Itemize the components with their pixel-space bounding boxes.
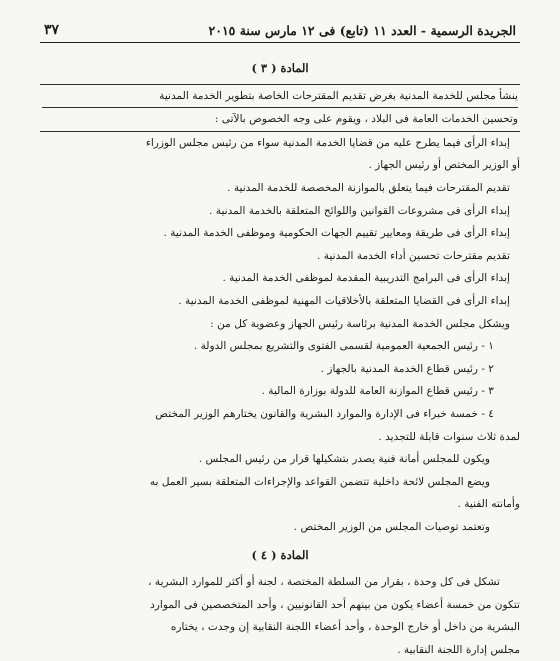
article-4-line: البشرية من داخل أو خارج الوحدة ، وأحد أعضاء اللجنة النقابية إن وجدت ، يختاره	[170, 621, 520, 634]
closing-line-cont: وأمانته الفنية .	[457, 498, 520, 511]
member-item: ١ - رئيس الجمعية العمومية لقسمى الفتوى والتشريع بمجلس الدولة .	[193, 340, 494, 353]
journal-title: الجريدة الرسمية - العدد ١١ (تابع) فى ١٢ مارس سنة ٢٠١٥	[208, 23, 516, 38]
duty-item: إبداء الرأى فى البرامج التدريبية المقدمة لموظفى الخدمة المدنية .	[222, 272, 510, 285]
duty-item: إبداء الرأى فى طريقة ومعايير تقييم الجهات الحكومية وموظفى الخدمة المدنية .	[163, 227, 510, 240]
duty-item: إبداء الرأى فيما يطرح عليه من قضايا الخدمة المدنية سواء من رئيس مجلس الوزراء	[145, 136, 510, 149]
duty-item-cont: أو الوزير المختص أو رئيس الجهاز .	[368, 159, 520, 172]
closing-line: ويضع المجلس لائحة داخلية تتضمن القواعد والإجراءات المتعلقة بسير العمل به	[149, 475, 490, 488]
member-item: ٢ - رئيس قطاع الخدمة المدنية بالجهاز .	[320, 362, 494, 375]
document-body	[40, 57, 520, 661]
council-formation: ويشكل مجلس الخدمة المدنية برئاسة رئيس الجهاز وعضوية كل من :	[210, 317, 510, 330]
closing-line: وتعتمد توصيات المجلس من الوزير المختص .	[293, 520, 490, 533]
article-4-line: تشكل فى كل وحدة ، بقرار من السلطة المختصة ، لجنة أو أكثر للموارد البشرية ،	[148, 576, 500, 589]
member-item: ٣ - رئيس قطاع الموازنة العامة للدولة بوزارة المالية .	[261, 385, 494, 398]
duty-item: تقديم المقترحات فيما يتعلق بالموازنة المخصصة للخدمة المدنية .	[227, 181, 510, 194]
article-4-title: المادة ( ٤ )	[251, 548, 309, 563]
article-3-intro	[40, 84, 520, 132]
article-3-title: المادة ( ٣ )	[251, 61, 309, 75]
member-item-cont: لمدة ثلاث سنوات قابلة للتجديد .	[378, 430, 520, 443]
intro-line: وتحسين الخدمات العامة فى البلاد ، ويقوم على وجه الخصوص بالآتى :	[214, 113, 518, 126]
duty-item: إبداء الرأى فى مشروعات القوانين واللوائح المتعلقة بالخدمة المدنية .	[209, 204, 510, 217]
closing-line: ويكون للمجلس أمانة فنية يصدر بتشكيلها قرار من رئيس المجلس .	[198, 453, 490, 466]
page-number: ٣٧	[44, 22, 60, 38]
member-item: ٤ - خمسة خبراء فى الإدارة والموارد البشرية والقانون يختارهم الوزير المختص	[155, 407, 494, 420]
article-4-line: تتكون من خمسة أعضاء يكون من بينهم أحد القانونيين ، وأحد المتخصصين فى الموارد	[150, 598, 520, 611]
article-4-line: مجلس إدارة اللجنة النقابية .	[397, 643, 520, 656]
duty-item: إبداء الرأى فى القضايا المتعلقة بالأخلاقيات المهنية لموظفى الخدمة المدنية .	[178, 294, 510, 307]
intro-line: ينشأ مجلس للخدمة المدنية بغرض تقديم المقترحات الخاصة بتطوير الخدمة المدنية	[42, 85, 518, 109]
page-header	[40, 22, 520, 43]
duty-item: تقديم مقترحات تحسين أداء الخدمة المدنية .	[317, 249, 510, 262]
